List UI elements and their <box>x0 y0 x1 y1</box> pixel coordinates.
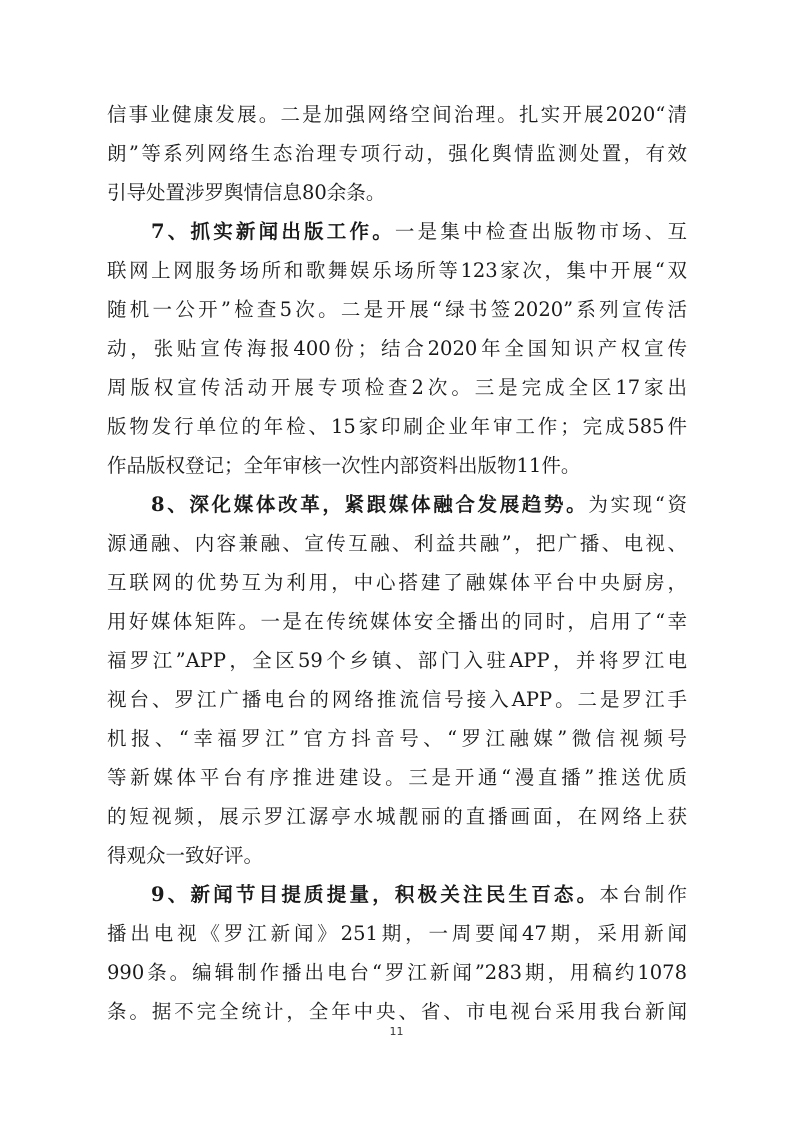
section-9-first-line <box>151 877 687 913</box>
paragraph-line: 动，张贴宣传海报400份；结合2020年全国知识产权宣传 <box>107 337 687 360</box>
paragraph-line: 互联网的优势互为利用，中心搭建了融媒体平台中央厨房， <box>107 571 687 594</box>
paragraph-line: 得观众一致好评。 <box>107 844 264 867</box>
paragraph-line: 朗”等系列网络生态治理专项行动，强化舆情监测处置，有效 <box>107 142 687 165</box>
paragraph-line: 用好媒体矩阵。一是在传统媒体安全播出的同时，启用了“幸 <box>107 610 687 633</box>
paragraph-line: 信事业健康发展。二是加强网络空间治理。扎实开展2020“清 <box>107 103 687 126</box>
paragraph-line: 源通融、内容兼融、宣传互融、利益共融”，把广播、电视、 <box>107 532 687 555</box>
paragraph-line: 福罗江”APP，全区59个乡镇、部门入驻APP，并将罗江电 <box>107 649 687 672</box>
paragraph-line: 引导处置涉罗舆情信息80余条。 <box>107 181 386 204</box>
paragraph-line: 随机一公开”检查5次。二是开展“绿书签2020”系列宣传活 <box>107 298 687 321</box>
paragraph-line: 的短视频，展示罗江潺亭水城靓丽的直播画面，在网络上获 <box>107 805 687 828</box>
section-8-text: 为实现“资 <box>588 493 687 516</box>
paragraph-line: 视台、罗江广播电台的网络推流信号接入APP。二是罗江手 <box>107 688 687 711</box>
paragraph-line: 条。据不完全统计，全年中央、省、市电视台采用我台新闻 <box>107 1000 687 1023</box>
section-8-first-line <box>151 487 687 523</box>
page-number: 11 <box>389 1025 404 1038</box>
paragraph-line: 联网上网服务场所和歌舞娱乐场所等123家次，集中开展“双 <box>107 259 687 282</box>
paragraph-line: 机报、“幸福罗江”官方抖音号、“罗江融媒”微信视频号 <box>107 727 687 750</box>
section-7-text: 一是集中检查出版物市场、互 <box>394 220 687 243</box>
paragraph-line: 990条。编辑制作播出电台“罗江新闻”283期，用稿约1078 <box>107 961 687 984</box>
section-9-text: 本台制作 <box>599 883 687 906</box>
section-7-first-line <box>151 214 687 250</box>
paragraph-line: 等新媒体平台有序推进建设。三是开通“漫直播”推送优质 <box>107 766 687 789</box>
paragraph-line: 作品版权登记；全年审核一次性内部资料出版物11件。 <box>107 454 581 477</box>
paragraph-line: 周版权宣传活动开展专项检查2次。三是完成全区17家出 <box>107 376 687 399</box>
paragraph-line: 播出电视《罗江新闻》251期，一周要闻47期，采用新闻 <box>107 922 687 945</box>
paragraph-line: 版物发行单位的年检、15家印刷企业年审工作；完成585件 <box>107 415 687 438</box>
section-7-heading: 7、抓实新闻出版工作。 <box>151 220 395 243</box>
section-8-heading: 8、深化媒体改革，紧跟媒体融合发展趋势。 <box>151 493 589 516</box>
section-9-heading: 9、新闻节目提质提量，积极关注民生百态。 <box>151 883 600 906</box>
